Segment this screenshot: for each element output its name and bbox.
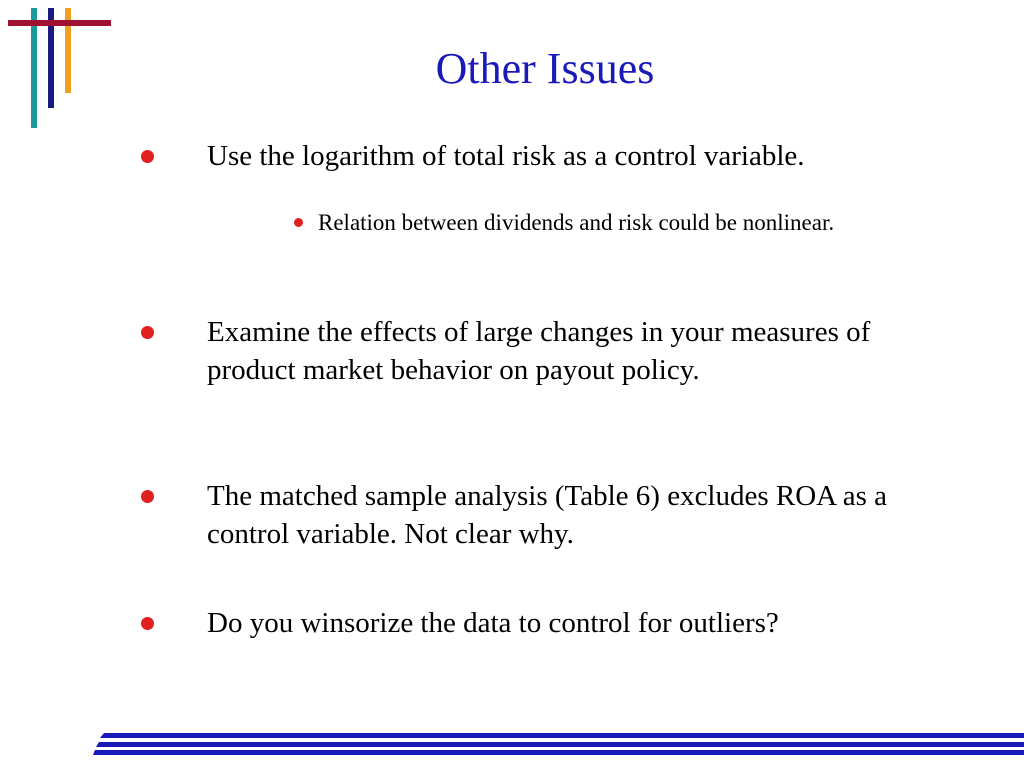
bullet-item <box>207 604 907 642</box>
bullet-dot-icon <box>141 490 154 503</box>
bullet-item <box>207 313 907 389</box>
bullet-text: Examine the effects of large changes in your measures of product market behavior on payout policy. <box>207 316 871 386</box>
bullet-text: Do you winsorize the data to control for outliers? <box>207 607 779 639</box>
bullet-dot-icon <box>141 617 154 630</box>
bullet-text: Use the logarithm of total risk as a control variable. <box>207 140 805 172</box>
logo-crimson-bar <box>8 20 111 26</box>
slide-title: Other Issues <box>435 44 655 93</box>
footer-bar-1 <box>100 733 1024 738</box>
bullet-dot-icon <box>141 150 154 163</box>
bullet-text: The matched sample analysis (Table 6) excludes ROA as a control variable. Not clear why. <box>207 480 888 550</box>
footer-decorative-bars <box>0 728 1024 764</box>
footer-bar-2 <box>96 742 1024 747</box>
bullet-dot-icon <box>141 326 154 339</box>
bullet-item <box>207 137 907 175</box>
sub-bullet-item <box>318 207 878 238</box>
footer-bar-3 <box>93 750 1024 755</box>
sub-bullet-text: Relation between dividends and risk could be nonlinear. <box>318 210 835 235</box>
sub-bullet-dot-icon <box>294 218 303 227</box>
bullet-item <box>207 477 907 553</box>
